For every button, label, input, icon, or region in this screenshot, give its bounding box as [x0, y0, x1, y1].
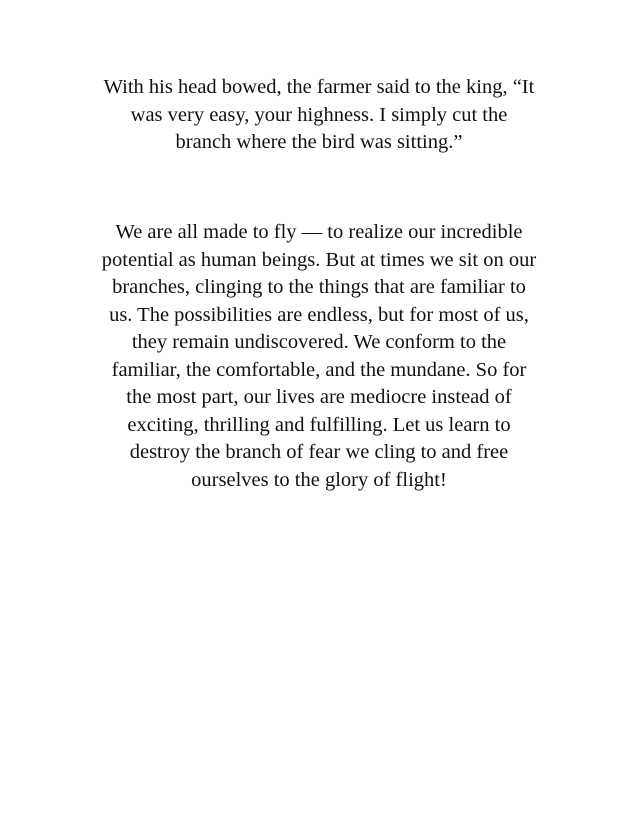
text-line: branch where the bird was sitting.” [175, 131, 463, 153]
text-line: We are all made to fly — to realize our incredible [115, 221, 523, 243]
text-line: familiar, the comfortable, and the mundane. So for [111, 358, 527, 381]
paragraph-moral [60, 219, 578, 494]
text-line: was very easy, your highness. I simply cut the [130, 103, 508, 126]
paragraph-farmer-quote [60, 74, 578, 157]
text-line: branches, clinging to the things that are familiar to [112, 276, 526, 298]
text-line: With his head bowed, the farmer said to the king, “It [103, 76, 535, 98]
text-line: exciting, thrilling and fulfilling. Let us learn to [127, 413, 511, 436]
text-line: ourselves to the glory of flight! [191, 468, 447, 491]
text-line: potential as human beings. But at times we sit on our [101, 248, 537, 271]
text-line: us. The possibilities are endless, but for most of us, [109, 303, 529, 326]
text-line: the most part, our lives are mediocre instead of [126, 386, 512, 408]
text-line: destroy the branch of fear we cling to and free [129, 441, 509, 463]
text-line: they remain undiscovered. We conform to the [131, 331, 507, 353]
